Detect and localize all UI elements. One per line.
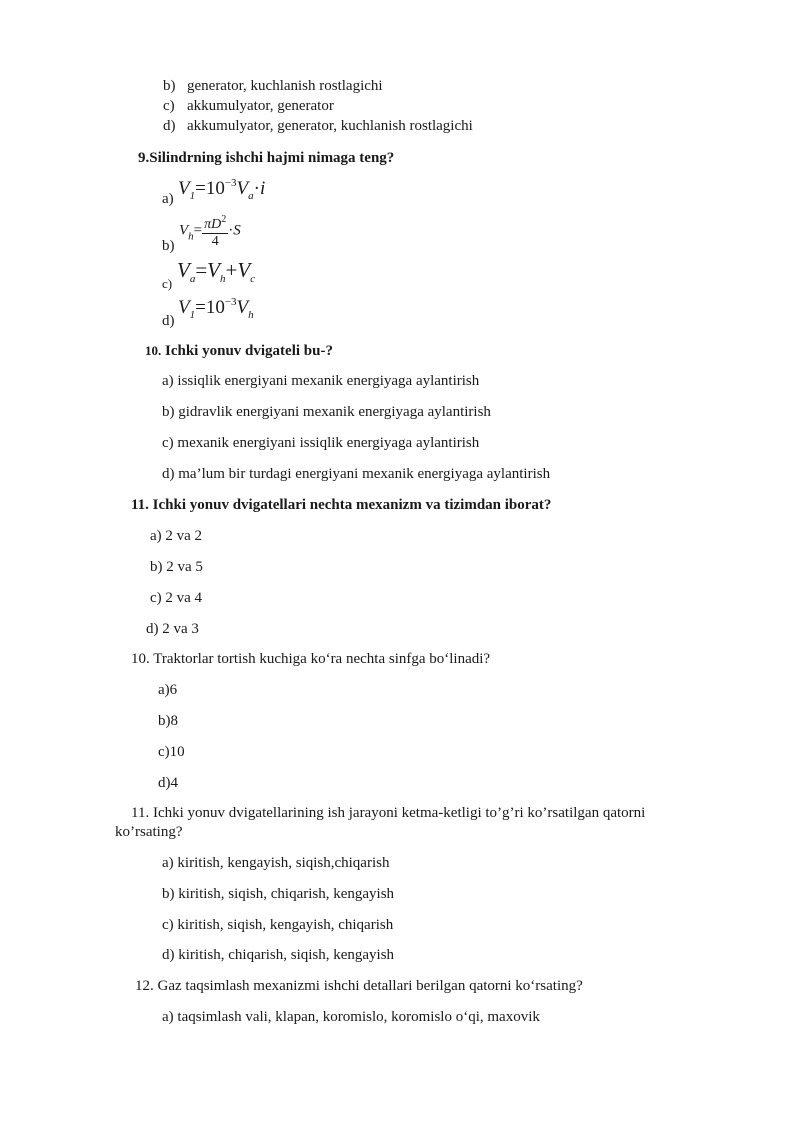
q11b-option-a: a) kiritish, kengayish, siqish,chiqarish xyxy=(162,855,390,871)
q10a-option-d: d) ma’lum bir turdagi energiyani mexanik energiyaga aylantirish xyxy=(162,466,551,482)
q9-option-a-label: a) xyxy=(162,191,174,207)
q10b-option-b: b)8 xyxy=(158,713,178,729)
q9-option-c-label: c) xyxy=(162,276,173,291)
q10a-title: 10. Ichki yonuv dvigateli bu-? xyxy=(145,343,333,359)
q11a-option-d: d) 2 va 3 xyxy=(146,621,199,637)
q10a-option-c: c) mexanik energiyani issiqlik energiyaga aylantirish xyxy=(162,435,480,451)
q9-formula-d: $V_1=10^{-3}V_h$ xyxy=(178,296,254,321)
q11a-option-b: b) 2 va 5 xyxy=(150,559,203,575)
q11b-title-line1: 11. Ichki yonuv dvigatellarining ish jarayoni ketma-ketligi to’g’ri ko’rsatilgan qatorni xyxy=(131,805,646,821)
q12-option-a: a) taqsimlash vali, klapan, koromislo, koromislo o‘qi, maxovik xyxy=(162,1009,540,1025)
q10a-option-a: a) issiqlik energiyani mexanik energiyaga aylantirish xyxy=(162,373,480,389)
q10b-option-a: a)6 xyxy=(158,682,178,698)
q12-title: 12. Gaz taqsimlash mexanizmi ishchi detallari berilgan qatorni ko‘rsating? xyxy=(135,978,583,994)
q11b-title-line2: ko’rsating? xyxy=(115,824,183,840)
q10b-option-c: c)10 xyxy=(158,744,185,760)
q8-option-d: d) akkumulyator, generator, kuchlanish rostlagichi xyxy=(163,118,473,134)
q10b-title: 10. Traktorlar tortish kuchiga ko‘ra nechta sinfga bo‘linadi? xyxy=(131,651,491,667)
q11b-option-d: d) kiritish, chiqarish, siqish, kengayish xyxy=(162,947,395,963)
q11b-option-c: c) kiritish, siqish, kengayish, chiqarish xyxy=(162,917,394,933)
q10b-option-d: d)4 xyxy=(158,775,178,791)
q10a-option-b: b) gidravlik energiyani mexanik energiyaga aylantirish xyxy=(162,404,491,420)
q9-formula-a: $V_1=10^{-3}V_a\cdot i$ xyxy=(178,177,266,202)
q11a-option-c: c) 2 va 4 xyxy=(150,590,203,606)
q8-option-c: c) akkumulyator, generator xyxy=(163,98,334,114)
q9-title: 9.Silindrning ishchi hajmi nimaga teng? xyxy=(138,150,395,166)
q11b-option-b: b) kiritish, siqish, chiqarish, kengayish xyxy=(162,886,395,902)
q9-formula-c: $V_a=V_h+V_c$ xyxy=(177,258,256,285)
q9-formula-b: $V_h=$ $\frac{\pi D^2}{4}$ ·S xyxy=(179,214,241,249)
q8-option-b: b) generator, kuchlanish rostlagichi xyxy=(163,78,383,94)
q9-option-d-label: d) xyxy=(162,313,175,329)
q11a-option-a: a) 2 va 2 xyxy=(150,528,203,544)
q9-option-b-label: b) xyxy=(162,238,175,254)
q11a-title: 11. Ichki yonuv dvigatellari nechta mexanizm va tizimdan iborat? xyxy=(131,497,552,513)
